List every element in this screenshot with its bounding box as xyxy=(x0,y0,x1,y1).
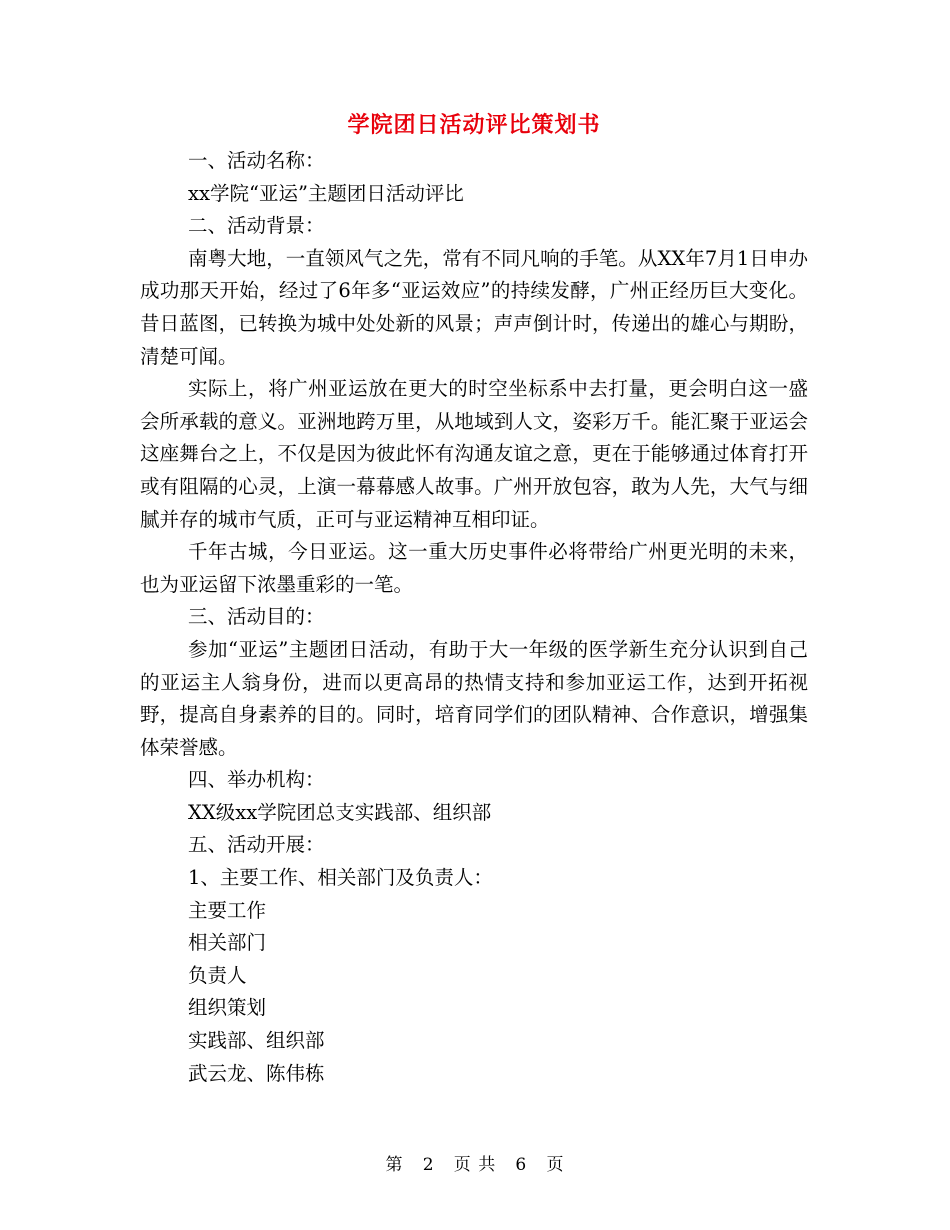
table-header-department: 相关部门 xyxy=(188,931,267,955)
section-heading-development: 五、活动开展： xyxy=(188,833,325,857)
purpose-paragraph: 参加“亚运”主题团日活动，有助于大一年级的医学新生充分认识到自己的亚运主人翁身份，进而以更高昂的热情支持和参加亚运工作，达到开拓视野，提高自身素养的目的。同时，培育同学们的团队精神、合作意识，增强集体荣誉感。 xyxy=(140,637,808,759)
activity-name-value: xx学院“亚运”主题团日活动评比 xyxy=(188,181,464,205)
background-paragraph-2: 实际上，将广州亚运放在更大的时空坐标系中去打量，更会明白这一盛会所承载的意义。亚洲地跨万里，从地域到人文，姿彩万千。能汇聚于亚运会这座舞台之上，不仅是因为彼此怀有沟通友谊之意，更在于能够通过体育打开或有阻隔的心灵，上演一幕幕感人故事。广州开放包容，敢为人先，大气与细腻并存的城市气质，正可与亚运精神互相印证。 xyxy=(140,377,808,531)
document-body xyxy=(140,108,808,1090)
footer-suffix: 页 xyxy=(546,1155,565,1175)
section-heading-organizer: 四、举办机构： xyxy=(188,768,325,792)
development-item-1: 1、主要工作、相关部门及负责人： xyxy=(188,866,493,890)
document-title: 学院团日活动评比策划书 xyxy=(347,112,601,138)
organizer-value: XX级xx学院团总支实践部、组织部 xyxy=(188,800,492,824)
background-paragraph-3: 千年古城，今日亚运。这一重大历史事件必将带给广州更光明的未来，也为亚运留下浓墨重彩的一笔。 xyxy=(140,540,808,596)
table-row-work: 组织策划 xyxy=(188,996,267,1020)
section-heading-background: 二、活动背景： xyxy=(188,214,325,238)
table-row-person: 武云龙、陈伟栋 xyxy=(188,1061,325,1085)
footer-total-pages: 6 xyxy=(515,1155,528,1175)
table-row-department: 实践部、组织部 xyxy=(188,1029,325,1053)
background-paragraph-1: 南粤大地，一直领风气之先，常有不同凡响的手笔。从XX年7月1日申办成功那天开始，经过了6年多“亚运效应”的持续发酵，广州正经历巨大变化。昔日蓝图，已转换为城中处处新的风景；声声倒计时，传递出的雄心与期盼，清楚可闻。 xyxy=(140,246,808,368)
table-header-person: 负责人 xyxy=(188,963,247,987)
page-footer xyxy=(0,1153,950,1177)
section-heading-activity-name: 一、活动名称： xyxy=(188,149,325,172)
footer-page-number: 2 xyxy=(422,1155,435,1175)
footer-middle: 页 共 xyxy=(453,1155,497,1175)
section-heading-purpose: 三、活动目的： xyxy=(188,605,325,629)
table-header-work: 主要工作 xyxy=(188,898,267,922)
footer-prefix: 第 xyxy=(385,1155,404,1175)
